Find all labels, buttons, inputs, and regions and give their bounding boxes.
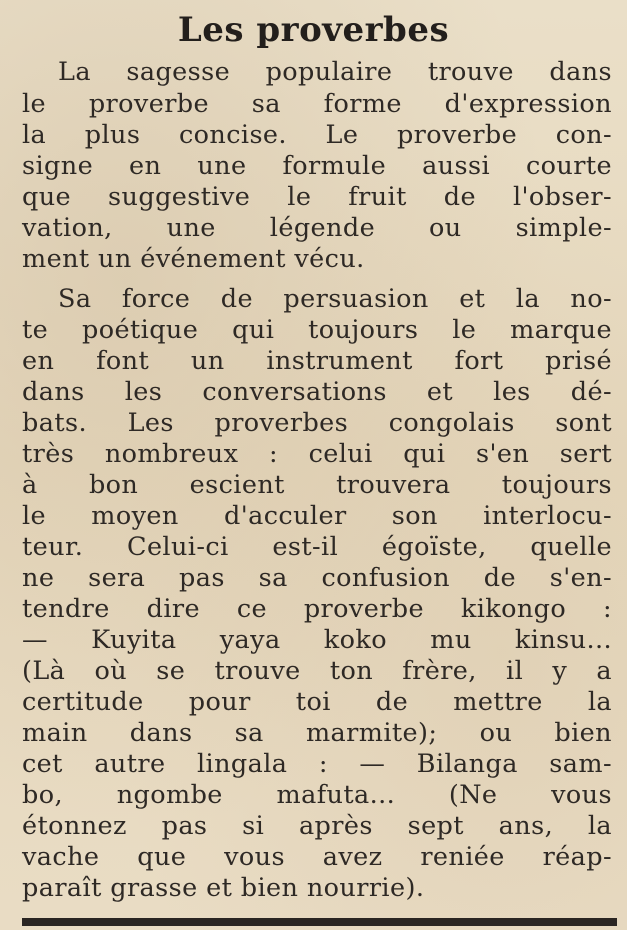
text-line: teur. Celui-ci est-il égoïste, quelle bbox=[22, 532, 612, 562]
bottom-rule bbox=[22, 918, 617, 926]
text-line: La sagesse populaire trouve dans bbox=[58, 57, 612, 87]
text-line: paraît grasse et bien nourrie). bbox=[22, 873, 425, 903]
text-line: que suggestive le fruit de l'obser- bbox=[22, 182, 612, 212]
text-line: main dans sa marmite); ou bien bbox=[22, 718, 612, 748]
text-line: dans les conversations et les dé- bbox=[22, 377, 612, 407]
text-line: signe en une formule aussi courte bbox=[22, 151, 612, 181]
text-line: cet autre lingala : — Bilanga sam- bbox=[22, 749, 612, 779]
text-line: à bon escient trouvera toujours bbox=[22, 470, 612, 500]
text-line: très nombreux : celui qui s'en sert bbox=[22, 439, 612, 469]
text-line: certitude pour toi de mettre la bbox=[22, 687, 612, 717]
text-line: le moyen d'acculer son interlocu- bbox=[22, 501, 612, 531]
text-line: la plus concise. Le proverbe con- bbox=[22, 120, 612, 150]
text-line: — Kuyita yaya koko mu kinsu... bbox=[22, 625, 612, 655]
text-line: Sa force de persuasion et la no- bbox=[58, 284, 612, 314]
text-line: ne sera pas sa confusion de s'en- bbox=[22, 563, 612, 593]
text-line: (Là où se trouve ton frère, il y a bbox=[22, 656, 612, 686]
article-title: Les proverbes bbox=[177, 10, 450, 50]
text-line: tendre dire ce proverbe kikongo : bbox=[22, 594, 612, 624]
text-line: bats. Les proverbes congolais sont bbox=[22, 408, 612, 438]
text-line: le proverbe sa forme d'expression bbox=[22, 89, 612, 119]
text-line: en font un instrument fort prisé bbox=[22, 346, 612, 376]
text-line: vation, une légende ou simple- bbox=[22, 213, 612, 243]
text-line: ment un événement vécu. bbox=[22, 244, 365, 274]
text-line: vache que vous avez reniée réap- bbox=[22, 842, 612, 872]
text-line: te poétique qui toujours le marque bbox=[22, 315, 612, 345]
text-line: bo, ngombe mafuta... (Ne vous bbox=[22, 780, 612, 810]
text-line: étonnez pas si après sept ans, la bbox=[22, 811, 612, 841]
